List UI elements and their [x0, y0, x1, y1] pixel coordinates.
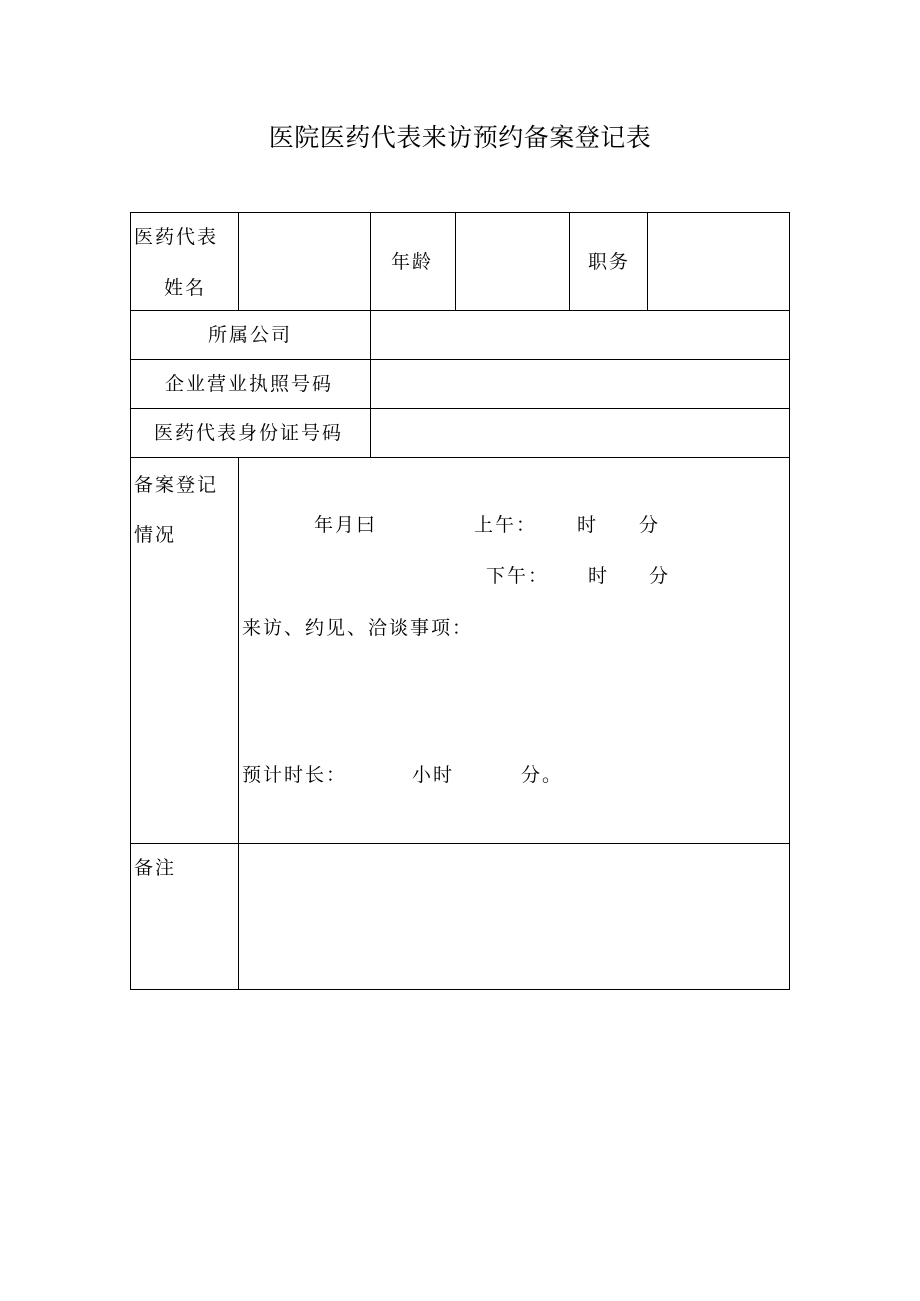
table-row-divider: [130, 408, 790, 409]
registration-form: [130, 212, 790, 990]
pm-hour-label: 时: [588, 565, 610, 587]
table-col-divider: [238, 212, 239, 310]
am-minute-label: 分: [639, 514, 661, 536]
age-label: 年龄: [391, 251, 434, 273]
table-border-top: [130, 212, 790, 213]
duration-minutes-label: 分。: [521, 764, 564, 786]
table-border-right: [789, 212, 790, 990]
visit-date: 年月曰: [314, 514, 378, 536]
table-col-divider: [455, 212, 456, 310]
duration-hours-label: 小时: [412, 764, 455, 786]
table-col-divider: [238, 457, 239, 990]
position-label: 职务: [588, 251, 631, 273]
pm-minute-label: 分: [649, 565, 671, 587]
record-label-2: 情况: [134, 524, 177, 546]
record-label: 备案登记: [134, 474, 219, 496]
table-row-divider: [130, 457, 790, 458]
rep-name-label-2: 姓名: [164, 277, 207, 299]
id-number-label: 医药代表身份证号码: [154, 422, 344, 444]
duration-label: 预计时长：: [242, 764, 348, 786]
table-row-divider: [130, 359, 790, 360]
company-label: 所属公司: [208, 324, 293, 346]
table-col-divider: [370, 212, 371, 458]
table-border-left: [130, 212, 131, 990]
table-row-divider: [130, 843, 790, 844]
rep-name-label: 医药代表: [134, 226, 219, 248]
page-title: 医院医药代表来访预约备案登记表: [268, 123, 652, 152]
pm-label: 下午：: [486, 565, 550, 587]
am-hour-label: 时: [577, 514, 599, 536]
table-border-bottom: [130, 989, 790, 990]
matters-label: 来访、约见、洽谈事项：: [242, 617, 474, 639]
table-col-divider: [647, 212, 648, 310]
table-col-divider: [569, 212, 570, 310]
table-row-divider: [130, 310, 790, 311]
business-license-label: 企业营业执照号码: [165, 373, 334, 395]
am-label: 上午：: [474, 514, 538, 536]
remarks-label: 备注: [134, 857, 177, 879]
